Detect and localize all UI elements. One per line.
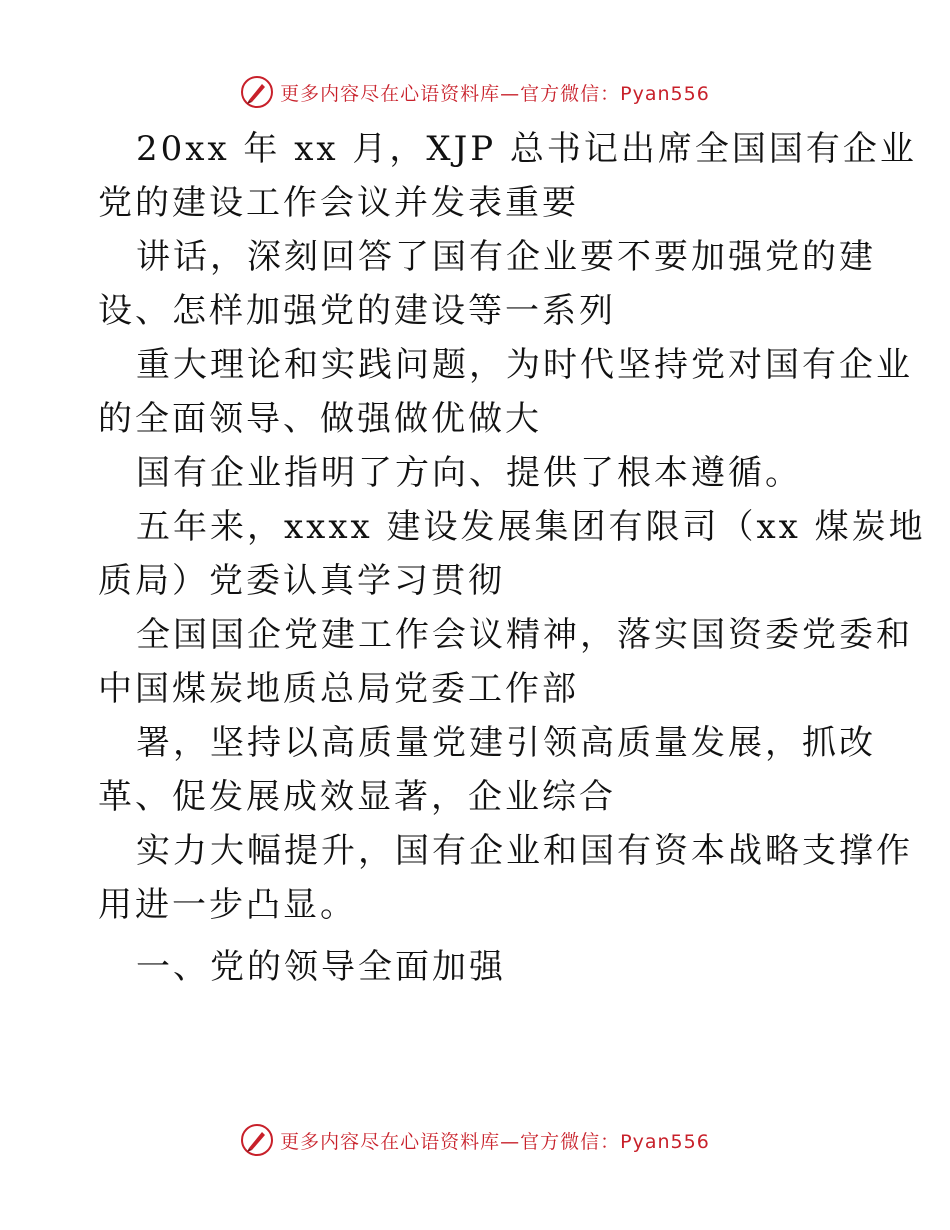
section-heading: 一、党的领导全面加强 bbox=[136, 947, 506, 987]
paragraph bbox=[98, 230, 876, 338]
paragraph-line: 五年来，xxxx 建设发展集团有限司（xx 煤炭地 bbox=[136, 507, 926, 547]
paragraph-line: 署，坚持以高质量党建引领高质量发展，抓改 bbox=[136, 723, 876, 763]
paragraph-line: 全国国企党建工作会议精神，落实国资委党委和 bbox=[136, 615, 913, 655]
paragraph-line: 革、促发展成效显著，企业综合 bbox=[98, 777, 616, 817]
paragraph bbox=[98, 500, 926, 608]
paragraph bbox=[98, 122, 917, 230]
paragraph bbox=[98, 824, 913, 932]
watermark-header bbox=[0, 72, 950, 112]
paragraph-line: 重大理论和实践问题，为时代坚持党对国有企业 bbox=[136, 345, 913, 385]
paragraph bbox=[98, 338, 913, 446]
paragraph bbox=[98, 446, 868, 500]
paragraph-line: 实力大幅提升，国有企业和国有资本战略支撑作 bbox=[136, 831, 913, 871]
watermark-footer bbox=[0, 1120, 950, 1160]
paragraph bbox=[98, 716, 876, 824]
paragraph-line: 用进一步凸显。 bbox=[98, 885, 357, 925]
quill-pen-logo-icon bbox=[240, 1123, 274, 1157]
watermark-text: 更多内容尽在心语资料库—官方微信：Pyan556 bbox=[280, 1130, 710, 1153]
paragraph-line: 中国煤炭地质总局党委工作部 bbox=[98, 669, 579, 709]
paragraph bbox=[98, 608, 913, 716]
paragraph-line: 讲话，深刻回答了国有企业要不要加强党的建 bbox=[136, 237, 876, 277]
paragraph-line: 党的建设工作会议并发表重要 bbox=[98, 183, 579, 223]
spacer bbox=[98, 932, 868, 940]
paragraph-line: 的全面领导、做强做优做大 bbox=[98, 399, 542, 439]
document-body bbox=[98, 122, 926, 994]
paragraph-line: 质局）党委认真学习贯彻 bbox=[98, 561, 505, 601]
paragraph-line: 20xx 年 xx 月，XJP 总书记出席全国国有企业 bbox=[136, 129, 917, 169]
paragraph-line: 设、怎样加强党的建设等一系列 bbox=[98, 291, 616, 331]
quill-pen-logo-icon bbox=[240, 75, 274, 109]
paragraph-line: 国有企业指明了方向、提供了根本遵循。 bbox=[136, 453, 802, 493]
watermark-text: 更多内容尽在心语资料库—官方微信：Pyan556 bbox=[280, 82, 710, 105]
